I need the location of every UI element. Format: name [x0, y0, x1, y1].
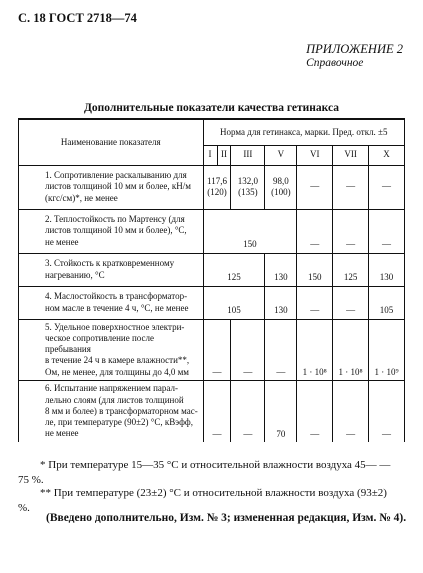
cell-value: 130 [265, 253, 297, 286]
row-label: 5. Удельное поверхностное электри- ческое сопротивление после пребывания в течение 24 ч в камере влажности**, Ом, не менее, для толщины до 4,0 мм [19, 319, 204, 380]
cell-value: 125 [333, 253, 369, 286]
row-label: 6. Испытание напряжением парал- лельно слоям (для листов толщиной 8 мм и более) в трансформаторном мас- ле, при температуре (90±2) °С, кВэфф, не менее [19, 380, 204, 442]
footnote-2: ** При температуре (23±2) °С и относительной влажности воздуха (93±2) %. [18, 487, 387, 514]
cell-value: — [265, 319, 297, 380]
cell-value: — [369, 165, 405, 209]
table-row [19, 253, 405, 286]
cell-value: 117,6 (120) [203, 165, 231, 209]
cell-value: — [369, 209, 405, 253]
grade-header: VI [297, 145, 333, 165]
cell-value: 1 · 10⁸ [333, 319, 369, 380]
cell-value: — [297, 380, 333, 442]
cell-value: — [333, 165, 369, 209]
table-row [19, 209, 405, 253]
cell-value: 105 [203, 286, 265, 319]
row-label: 2. Теплостойкость по Мартенсу (для листов толщиной 10 мм и более), °С, не менее [19, 209, 204, 253]
appendix-label [306, 42, 403, 69]
cell-value: — [231, 380, 265, 442]
cell-value: 1 · 10⁸ [297, 319, 333, 380]
cell-value: 70 [265, 380, 297, 442]
quality-table [18, 118, 405, 442]
table-row [19, 286, 405, 319]
table-title: Дополнительные показатели качества гетинакса [83, 102, 340, 114]
cell-value: — [297, 209, 333, 253]
row-label: 1. Сопротивление раскалыванию для листов толщиной 10 мм и более, кН/м (кгс/см)*, не менее [19, 165, 204, 209]
cell-value: 130 [369, 253, 405, 286]
cell-value: — [203, 380, 231, 442]
cell-value: — [231, 319, 265, 380]
table-row [19, 319, 405, 380]
cell-value: — [297, 286, 333, 319]
footnote-1: * При температуре 15—35 °С и относительной влажности воздуха 45— —75 %. [18, 459, 391, 486]
cell-value: — [333, 380, 369, 442]
grade-header: II [217, 145, 231, 165]
cell-value: — [297, 165, 333, 209]
amendment-note: (Введено дополнительно, Изм. № 3; измененная редакция, Изм. № 4). [46, 512, 407, 524]
cell-value: 130 [265, 286, 297, 319]
row-label: 4. Маслостойкость в трансформатор- ном масле в течение 4 ч, °С, не менее [19, 286, 204, 319]
table-row [19, 165, 405, 209]
column-group-header: Норма для гетинакса, марки. Пред. откл. ±5 [203, 119, 404, 145]
appendix-subtitle: Справочное [306, 57, 364, 69]
cell-value: 1 · 10⁹ [369, 319, 405, 380]
cell-value: 98,0 (100) [265, 165, 297, 209]
cell-value: 132,0 (135) [231, 165, 265, 209]
grade-header: V [265, 145, 297, 165]
cell-value: — [203, 319, 231, 380]
cell-value: 150 [297, 253, 333, 286]
page-header: С. 18 ГОСТ 2718—74 [18, 11, 137, 25]
cell-value: 150 [203, 209, 297, 253]
cell-value: 105 [369, 286, 405, 319]
cell-value: — [333, 286, 369, 319]
cell-value: — [333, 209, 369, 253]
grade-header: III [231, 145, 265, 165]
row-label: 3. Стойкость к кратковременному нагреванию, °С [19, 253, 204, 286]
table-row [19, 380, 405, 442]
cell-value: — [369, 380, 405, 442]
grade-header: I [203, 145, 217, 165]
column-header-name: Наименование показателя [19, 119, 204, 165]
cell-value: 125 [203, 253, 265, 286]
grade-header: VII [333, 145, 369, 165]
appendix-title: ПРИЛОЖЕНИЕ 2 [306, 42, 403, 56]
grade-header: X [369, 145, 405, 165]
